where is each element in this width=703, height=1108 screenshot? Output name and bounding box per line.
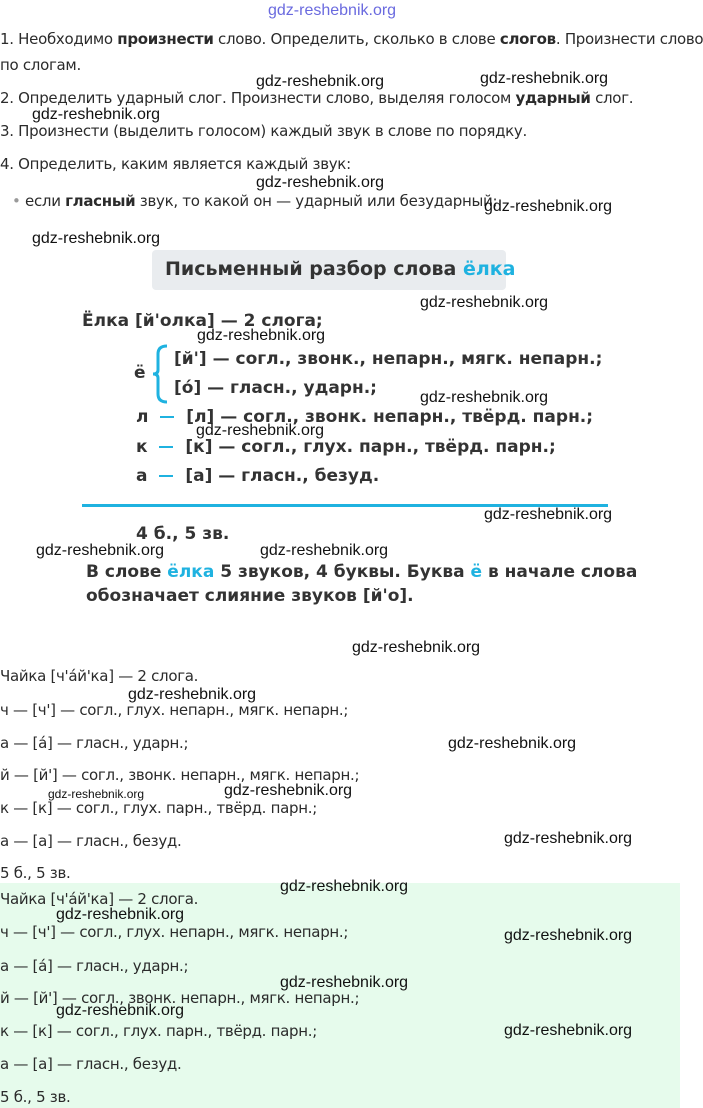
step-2-text: 2. Определить ударный слог. Произнести слово, выделяя голосом: [0, 89, 516, 107]
answer1-line: ч — [ч'] — согл., глух. непарн., мягк. непарн.;: [0, 701, 349, 719]
answer2-line: а — [а] — гласн., безуд.: [0, 1055, 182, 1073]
step-2-bold: ударный: [515, 89, 591, 107]
watermark: gdz-reshebnik.org: [484, 198, 613, 215]
watermark: gdz-reshebnik.org: [504, 1022, 633, 1039]
watermark: gdz-reshebnik.org: [256, 73, 385, 90]
watermark: gdz-reshebnik.org: [32, 106, 161, 123]
conclusion-letter: ё: [470, 562, 483, 582]
answer1-total: 5 б., 5 зв.: [0, 864, 71, 882]
answer1-line: а — [а] — гласн., безуд.: [0, 832, 182, 850]
answer2-line: й — [й'] — согл., звонк. непарн., мягк. непарн.;: [0, 989, 360, 1007]
example-header: Ёлка [й'олка] — 2 слога;: [82, 311, 323, 331]
step-2: [0, 89, 633, 107]
watermark: gdz-reshebnik.org: [352, 639, 481, 656]
conclusion-text: 5 звуков, 4 буквы. Буква: [214, 562, 471, 582]
step-1: [0, 30, 703, 48]
watermark: gdz-reshebnik.org: [56, 906, 185, 923]
letter-l: л: [136, 407, 149, 427]
step-4-sub-text: звук, то какой он — ударный или безударный;: [135, 192, 498, 210]
watermark: gdz-reshebnik.org: [280, 974, 409, 991]
watermark: gdz-reshebnik.org: [480, 70, 609, 87]
watermark: gdz-reshebnik.org: [36, 542, 165, 559]
row-k: [136, 437, 556, 457]
dash-icon: [159, 446, 173, 448]
step-4-sub-bold: гласный: [65, 192, 136, 210]
row-a-text: [а] — гласн., безуд.: [185, 466, 380, 486]
row-l-text: [л] — согл., звонк. непарн., твёрд. парн.;: [186, 407, 594, 427]
example-conclusion-1: [86, 562, 637, 582]
step-1-text: . Произнести слово: [555, 30, 703, 48]
answer2-line: к — [к] — согл., глух. парн., твёрд. парн.;: [0, 1022, 317, 1040]
watermark: gdz-reshebnik.org: [484, 506, 613, 523]
letter-a: а: [136, 466, 148, 486]
watermark: gdz-reshebnik.org: [504, 830, 633, 847]
watermark: gdz-reshebnik.org: [420, 389, 549, 406]
step-2-text: слог.: [590, 89, 634, 107]
watermark: gdz-reshebnik.org: [197, 327, 326, 344]
example-total: 4 б., 5 зв.: [136, 524, 230, 544]
answer2-header: Чайка [ч'а́й'ка] — 2 слога.: [0, 890, 199, 908]
row-a: [136, 466, 379, 486]
watermark: gdz-reshebnik.org: [128, 686, 257, 703]
answer2-line: а — [а́] — гласн., ударн.;: [0, 957, 189, 975]
step-1-text: слово. Определить, сколько в слове: [213, 30, 500, 48]
watermark: gdz-reshebnik.org: [196, 422, 325, 439]
step-4-sub: [12, 192, 497, 210]
answer2-line: ч — [ч'] — согл., глух. непарн., мягк. непарн.;: [0, 923, 349, 941]
watermark: gdz-reshebnik.org: [224, 782, 353, 799]
dash-icon: [160, 416, 174, 418]
brace-icon: [150, 344, 170, 404]
watermark: gdz-reshebnik.org: [268, 2, 397, 19]
example-title-text: Письменный разбор слова: [165, 258, 463, 280]
step-1-continued: по слогам.: [0, 56, 81, 74]
row-k-text: [к] — согл., глух. парн., твёрд. парн.;: [185, 437, 556, 457]
step-4: 4. Определить, каким является каждый звук:: [0, 155, 351, 173]
answer1-line: й — [й'] — согл., звонк. непарн., мягк. непарн.;: [0, 766, 360, 784]
step-1-bold: слогов: [499, 30, 556, 48]
watermark: gdz-reshebnik.org: [420, 294, 549, 311]
yo-row-1: [й'] — согл., звонк., непарн., мягк. непарн.;: [174, 349, 603, 369]
step-1-bold: произнести: [117, 30, 214, 48]
answer1-header: Чайка [ч'а́й'ка] — 2 слога.: [0, 667, 199, 685]
conclusion-word: ёлка: [167, 562, 215, 582]
step-4-sub-text: если: [20, 192, 66, 210]
watermark-small: gdz-reshebnik.org: [48, 787, 145, 801]
bullet: •: [12, 192, 21, 210]
example-conclusion-2: обозначает слияние звуков [й'о].: [86, 586, 414, 606]
answer1-line: к — [к] — согл., глух. парн., твёрд. парн.;: [0, 799, 317, 817]
answer2-total: 5 б., 5 зв.: [0, 1088, 71, 1106]
conclusion-text: в начале слова: [482, 562, 638, 582]
watermark: gdz-reshebnik.org: [448, 735, 577, 752]
watermark: gdz-reshebnik.org: [280, 878, 409, 895]
dash-icon: [159, 475, 173, 477]
answer1-line: а — [а́] — гласн., ударн.;: [0, 734, 189, 752]
step-1-text: 1. Необходимо: [0, 30, 118, 48]
step-3: 3. Произнести (выделить голосом) каждый звук в слове по порядку.: [0, 122, 527, 140]
letter-yo: ё: [134, 363, 146, 383]
yo-row-2: [о́] — гласн., ударн.;: [174, 378, 377, 398]
watermark: gdz-reshebnik.org: [256, 174, 385, 191]
watermark: gdz-reshebnik.org: [32, 230, 161, 247]
watermark: gdz-reshebnik.org: [504, 927, 633, 944]
conclusion-text: В слове: [86, 562, 168, 582]
example-title: [165, 258, 516, 280]
watermark: gdz-reshebnik.org: [260, 542, 389, 559]
letter-k: к: [136, 437, 148, 457]
example-title-word: ёлка: [462, 258, 516, 280]
watermark: gdz-reshebnik.org: [56, 1002, 185, 1019]
